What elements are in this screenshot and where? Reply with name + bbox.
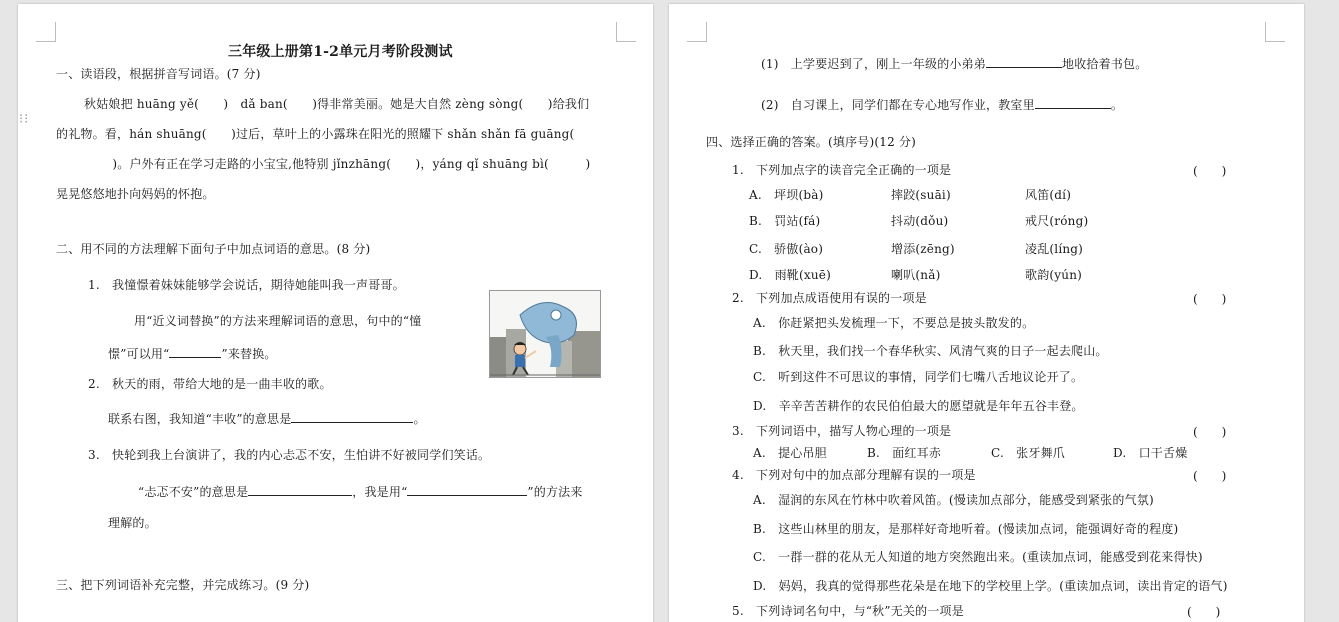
question-item: 3. 下列词语中，描写人物心理的一项是 [732, 424, 952, 438]
option-text: D. 辛辛苦苦耕作的农民伯伯最大的愿望就是年年五谷丰登。 [753, 399, 1084, 413]
page-corner-mark [1265, 22, 1285, 42]
option-text: 歌韵(yún) [1025, 268, 1082, 282]
option-text: C. 张牙舞爪 [991, 446, 1065, 460]
answer-blank[interactable] [986, 55, 1062, 68]
option-text: B. 秋天里，我们找一个春华秋实、风清气爽的日子一起去爬山。 [753, 344, 1108, 358]
answer-paren[interactable]: ( ) [1193, 469, 1227, 483]
answer-paren[interactable]: ( ) [1193, 164, 1227, 178]
page-corner-mark [36, 22, 56, 42]
option-text: B. 这些山林里的朋友，是那样好奇地听着。(慢读加点词，能强调好奇的程度) [753, 522, 1179, 536]
section-1-heading: 一、读语段，根据拼音写词语。(7 分) [56, 67, 261, 81]
section-2-heading: 二、用不同的方法理解下面句子中加点词语的意思。(8 分) [56, 242, 371, 256]
page-corner-mark [616, 22, 636, 42]
option-text: A. 坪坝(bà) [749, 188, 824, 202]
paragraph-line: 晃晃悠悠地扑向妈妈的怀抱。 [56, 187, 215, 201]
question-text: 憬”可以用“ ”来替换。 [108, 347, 277, 361]
answer-paren[interactable]: ( ) [1187, 605, 1221, 619]
option-text: 摔跤(suāi) [891, 188, 951, 202]
option-text: 戒尺(róng) [1025, 214, 1089, 228]
harvest-illustration-drawing [490, 291, 600, 377]
option-text: A. 提心吊胆 [753, 446, 827, 460]
option-text: 凌乱(líng) [1025, 242, 1084, 256]
option-text: 风笛(dí) [1025, 188, 1072, 202]
question-item: 1. 我憧憬着妹妹能够学会说话，期待她能叫我一声哥哥。 [88, 278, 405, 292]
answer-blank[interactable] [169, 345, 221, 358]
document-page-right [669, 4, 1304, 622]
answer-blank[interactable] [407, 483, 527, 496]
option-text: A. 湿润的东风在竹林中吹着风笛。(慢读加点部分，能感受到紧张的气氛) [753, 493, 1154, 507]
option-text: D. 口干舌燥 [1113, 446, 1188, 460]
option-text: C. 听到这件不可思议的事情，同学们七嘴八舌地议论开了。 [753, 370, 1084, 384]
answer-blank[interactable] [248, 483, 352, 496]
page-title: 三年级上册第1-2单元月考阶段测试 [228, 44, 453, 60]
option-text: C. 骄傲(ào) [749, 242, 824, 256]
section-3-heading: 三、把下列词语补充完整，并完成练习。(9 分) [56, 578, 310, 592]
section-4-heading: 四、选择正确的答案。(填序号)(12 分) [706, 135, 917, 149]
option-text: C. 一群一群的花从无人知道的地方突然跑出来。(重读加点词，能感受到花来得快) [753, 550, 1203, 564]
question-text: 联系右图，我知道“丰收”的意思是 。 [108, 412, 426, 426]
option-text: B. 罚站(fá) [749, 214, 821, 228]
question-item: 4. 下列对句中的加点部分理解有误的一项是 [732, 468, 976, 482]
fill-in-line: (2) 自习课上，同学们都在专心地写作业，教室里 。 [761, 98, 1124, 112]
option-text: B. 面红耳赤 [867, 446, 942, 460]
question-item: 1. 下列加点字的读音完全正确的一项是 [732, 163, 952, 177]
page-corner-mark [687, 22, 707, 42]
option-text: D. 雨靴(xuē) [749, 268, 831, 282]
answer-blank[interactable] [1035, 96, 1111, 109]
option-text: D. 妈妈，我真的觉得那些花朵是在地下的学校里上学。(重读加点词，读出肯定的语气) [753, 579, 1228, 593]
answer-blank[interactable] [291, 410, 413, 423]
question-text: 理解的。 [108, 516, 157, 530]
question-text: “忐忑不安”的意思是 ，我是用“ ”的方法来 [138, 485, 583, 499]
option-text: 抖动(dǒu) [891, 214, 949, 228]
option-text: 增添(zēng) [891, 242, 955, 256]
drag-handle-icon[interactable]: ⁝⁝ [19, 112, 30, 127]
question-item: 2. 秋天的雨，带给大地的是一曲丰收的歌。 [88, 377, 332, 391]
harvest-illustration [489, 290, 601, 378]
document-page-left [18, 4, 653, 622]
option-text: A. 你赶紧把头发梳理一下，不要总是披头散发的。 [753, 316, 1035, 330]
question-item: 2. 下列加点成语使用有误的一项是 [732, 291, 927, 305]
answer-paren[interactable]: ( ) [1193, 425, 1227, 439]
option-text: 喇叭(nǎ) [891, 268, 941, 282]
fill-in-line: (1) 上学要迟到了，刚上一年级的小弟弟 地收拾着书包。 [761, 57, 1148, 71]
question-text: 用“近义词替换”的方法来理解词语的意思，句中的“憧 [134, 314, 422, 328]
answer-paren[interactable]: ( ) [1193, 292, 1227, 306]
paragraph-line: )。户外有正在学习走路的小宝宝,他特别 jǐnzhāng( )，yáng qǐ shuāng bì( ) [88, 157, 591, 171]
question-item: 5. 下列诗词名句中，与“秋”无关的一项是 [732, 604, 964, 618]
paragraph-line: 秋姑娘把 huāng yě( ) dǎ ban( )得非常美丽。她是大自然 zèng sòng( )给我们 [84, 97, 590, 111]
question-item: 3. 快轮到我上台演讲了，我的内心忐忑不安，生怕讲不好被同学们笑话。 [88, 448, 491, 462]
paragraph-line: 的礼物。看，hán shuāng( )过后，草叶上的小露珠在阳光的照耀下 shǎn shǎn fā guāng( [56, 127, 575, 141]
